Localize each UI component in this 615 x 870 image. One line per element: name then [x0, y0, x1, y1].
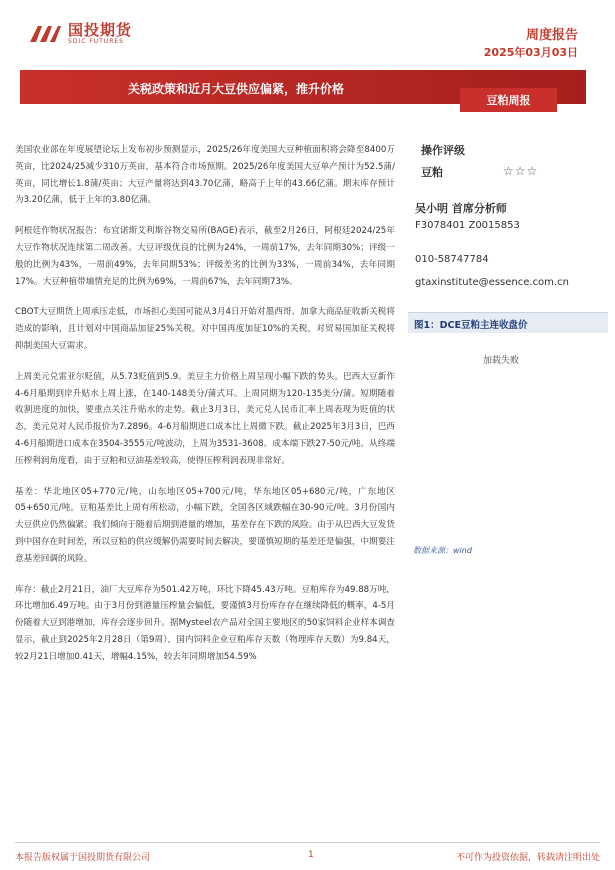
- report-date: 2025年03月03日: [483, 46, 578, 59]
- logo-mark-icon: [28, 22, 62, 46]
- page-number: 1: [308, 850, 314, 860]
- analyst-email[interactable]: gtaxinstitute@essence.com.cn: [415, 277, 569, 288]
- main-text-column: [15, 142, 395, 680]
- paragraph-import-cost: 上周美元兑雷亚尔贬值，从5.73贬值到5.9。美豆主力价格上周呈现小幅下跌的势头。巴西大豆新作4-6月船期到岸升贴水上周上涨，在140-148美分/蒲式耳。上周同期为120-135美分/蒲。短期随着收割进度的加快，要重点关注升贴水的走势。截止3月3日，美元兑人民币汇率上周表现为贬值的状态，美元兑对人民币报价为7.2896。4-6月船期进口成本比上周微下跌。截止2025年3月3日，巴西4-6月船期进口成本在3504-3555元/吨波动，上周为3531-3608。成本端下跌27-50元/吨。从终端压榨利润角度看，由于豆粕和豆油基差较高，使得压榨利润表现非常好。: [15, 371, 395, 466]
- figure-source: 数据来源：wind: [413, 546, 472, 555]
- paragraph-cbot: CBOT大豆期货上周承压走低，市场担心美国可能从3月4日开始对墨西哥、加拿大商品征收新关税将造成的影响，且计划对中国商品加征25%关税。对中国再度加征10%的关税，对贸易国加征关税将抑制美国大豆需求。: [15, 307, 395, 351]
- footer-divider: [15, 842, 600, 843]
- commodity-name: 豆粕: [421, 166, 443, 179]
- rating-heading: 操作评级: [421, 144, 465, 157]
- logo-name-cn: 国投期货: [68, 21, 133, 39]
- paragraph-basis: 基差：华北地区05+770元/吨，山东地区05+700元/吨，华东地区05+680元/吨，广东地区05+650元/吨。豆粕基差比上周有所松动，小幅下跌，全国各区域跌幅在30-90元/吨。3月份国内大豆供应仍然偏紧。我们倾向于随着后期到港量的增加，基差存在下跌的风险。由于从巴西大豆发货到中国存在时间差，所以豆粕的供应缓解仍需要时间去解决，要谨慎短期的基差还是偏强，中期要注意基差回调的风险。: [15, 486, 395, 564]
- rating-stars: ☆☆☆: [503, 164, 539, 178]
- report-type: 周度报告: [525, 28, 578, 43]
- logo-name-en: SDIC FUTURES: [68, 38, 124, 45]
- figure-title: 图1：DCE豆粕主连收盘价: [414, 320, 528, 331]
- report-header: [0, 0, 615, 70]
- paragraph-argentina-crop: 阿根廷作物状况报告：布宜诺斯艾利斯谷物交易所(BAGE)表示，截至2月26日，阿根廷2024/25年大豆作物状况连续第二周改善。大豆评级优良的比例为24%，一周前17%，去年同期30%；评级一般的比例为43%，一周前49%，去年同期53%；评级差劣的比例为33%，一周前34%，去年同期17%。大豆种植带墒情充足的比例为69%，一周前67%，去年同期73%。: [15, 226, 395, 287]
- paragraph-usda-outlook: 美国农业部在年度展望论坛上发布初步预测显示，2025/26年度美国大豆种植面积将会降至8400万英亩，比2024/25减少310万英亩，基本符合市场预期。2025/26年度美国大豆单产预计为52.5蒲/英亩，同比增长1.8蒲/英亩；大豆产量将达到43.70亿蒲，略高于上年的43.66亿蒲。期末库存预计为3.20亿蒲，低于上年的3.80亿蒲。: [15, 145, 395, 206]
- report-tag: 豆粕周报: [460, 88, 557, 112]
- figure-title-bar: [408, 312, 608, 333]
- footer-disclaimer: 不可作为投资依据，转载请注明出处: [455, 853, 600, 863]
- figure-load-failed: 加载失败: [483, 356, 520, 366]
- paragraph-inventory: 库存：截止2月21日，油厂大豆库存为501.42万吨，环比下降45.43万吨。豆粕库存为49.88万吨，环比增加6.49万吨。由于3月份到港量压榨量会偏低，要谨慎3月份库存存在继续降低的概率，4-5月份随着大豆到港增加，库存会逐步回升。据Mysteel农产品对全国主要地区的50家饲料企业样本调查显示，截止到2025年2月28日（第9周），国内饲料企业豆粕库存天数（物理库存天数）为9.84天，较2月21日增加0.41天，增幅4.15%，较去年同期增加54.59%: [15, 584, 395, 662]
- analyst-license: F3078401 Z0015853: [415, 220, 520, 231]
- analyst-name: 吴小明 首席分析师: [415, 202, 507, 215]
- company-logo: [28, 22, 132, 46]
- analyst-phone: 010-58747784: [415, 254, 489, 265]
- footer-copyright: 本报告版权属于国投期货有限公司: [15, 853, 151, 863]
- report-title: 关税政策和近月大豆供应偏紧，推升价格: [128, 82, 345, 96]
